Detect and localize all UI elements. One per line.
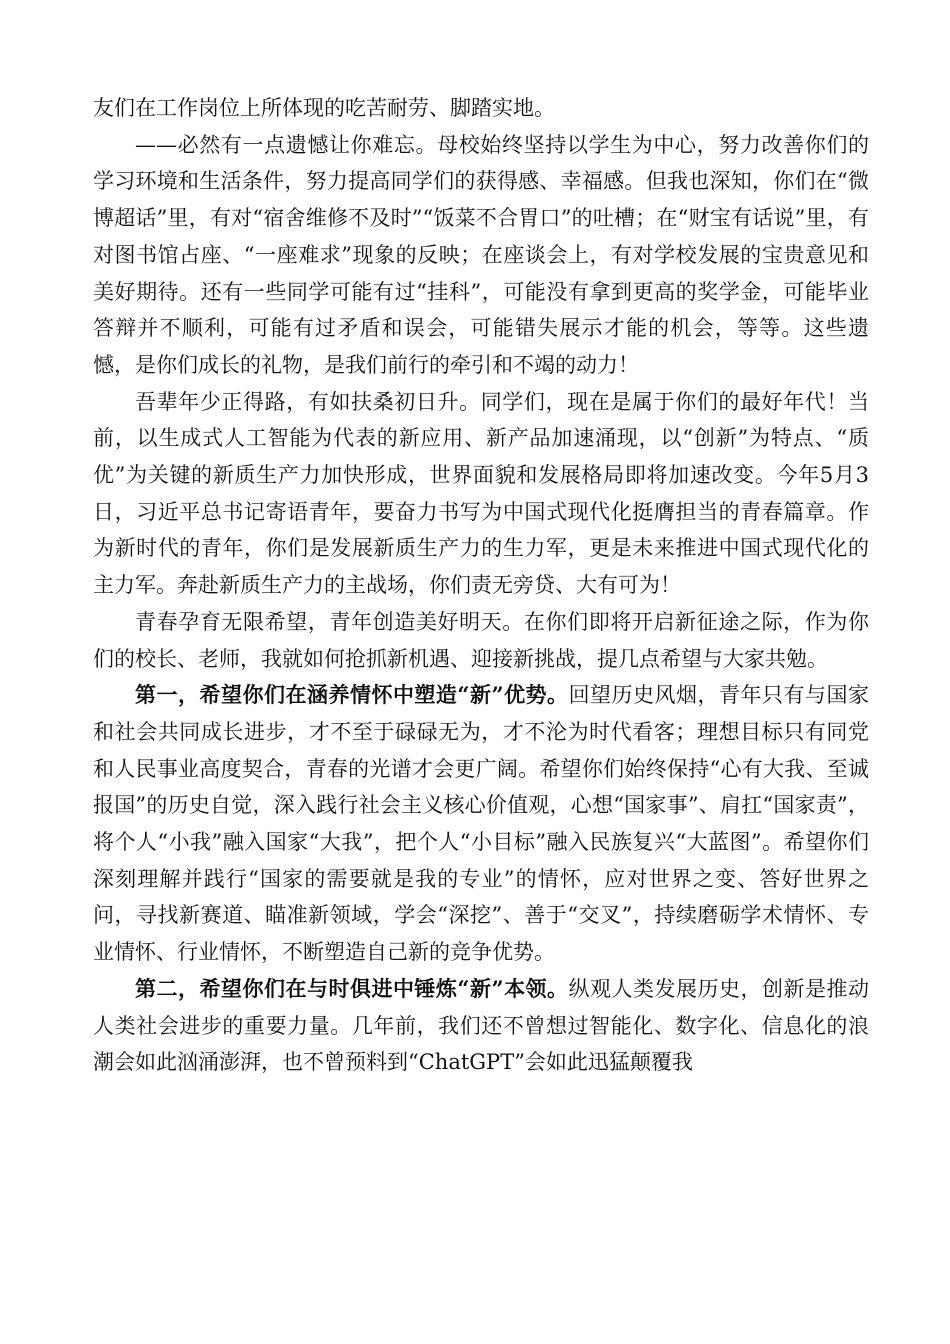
paragraph-text: 纵观人类发展历史，创新是推动人类社会进步的重要力量。几年前，我们还不曾想过智能化、数字化、信息化的浪潮会如此汹涌澎湃，也不曾预料到“ChatGPT”会如此迅猛颠覆我	[93, 976, 869, 1075]
paragraph-text: 回望历史风烟，青年只有与国家和社会共同成长进步，才不至于碌碌无为，才不沦为时代看客；理想目标只有同党和人民事业高度契合，青春的光谱才会更广阔。希望你们始终保持“心有大我、至诚报国”的历史自觉，深入践行社会主义核心价值观，心想“国家事”、肩扛“国家责”，将个人“小我”融入国家“大我”，把个人“小目标”融入民族复兴“大蓝图”。希望你们深刻理解并践行“国家的需要就是我的专业”的情怀，应对世界之变、答好世界之问，寻找新赛道、瞄准新领域，学会“深挖”、善于“交叉”，持续磨砺学术情怀、专业情怀、行业情怀，不断塑造自己新的竞争优势。	[93, 683, 869, 965]
paragraph-hopes-intro	[93, 604, 869, 677]
paragraph-hope-first	[93, 677, 869, 971]
paragraph-best-era	[93, 384, 869, 604]
paragraph-text: ——必然有一点遗憾让你难忘。母校始终坚持以学生为中心，努力改善你们的学习环境和生活条件，努力提高同学们的获得感、幸福感。但我也深知，你们在“微博超话”里，有对“宿舍维修不及时”“饭菜不合胃口”的吐槽；在“财宝有话说”里，有对图书馆占座、“一座难求”现象的反映；在座谈会上，有对学校发展的宝贵意见和美好期待。还有一些同学可能有过“挂科”，可能没有拿到更高的奖学金，可能毕业答辩并不顺利，可能有过矛盾和误会，可能错失展示才能的机会，等等。这些遗憾，是你们成长的礼物，是我们前行的牵引和不竭的动力！	[93, 132, 869, 377]
paragraph-hope-second	[93, 971, 869, 1081]
paragraph-bold-lead: 第二，希望你们在与时俱进中锤炼“新”本领。	[135, 975, 569, 1001]
paragraph-continuation	[93, 90, 869, 127]
paragraph-text: 友们在工作岗位上所体现的吃苦耐劳、脚踏实地。	[93, 96, 555, 120]
paragraph-text: 吾辈年少正得路，有如扶桑初日升。同学们，现在是属于你们的最好年代！当前，以生成式人工智能为代表的新应用、新产品加速涌现，以“创新”为特点、“质优”为关键的新质生产力加快形成，世界面貌和发展格局即将加速改变。今年5月3日，习近平总书记寄语青年，要奋力书写为中国式现代化挺膺担当的青春篇章。作为新时代的青年，你们是发展新质生产力的生力军，更是未来推进中国式现代化的主力军。奔赴新质生产力的主战场，你们责无旁贷、大有可为！	[93, 389, 869, 598]
document-body	[93, 90, 869, 1081]
paragraph-regret	[93, 127, 869, 384]
paragraph-text: 青春孕育无限希望，青年创造美好明天。在你们即将开启新征途之际，作为你们的校长、老师，我就如何抢抓新机遇、迎接新挑战，提几点希望与大家共勉。	[93, 609, 869, 671]
paragraph-bold-lead: 第一，希望你们在涵养情怀中塑造“新”优势。	[135, 682, 569, 708]
